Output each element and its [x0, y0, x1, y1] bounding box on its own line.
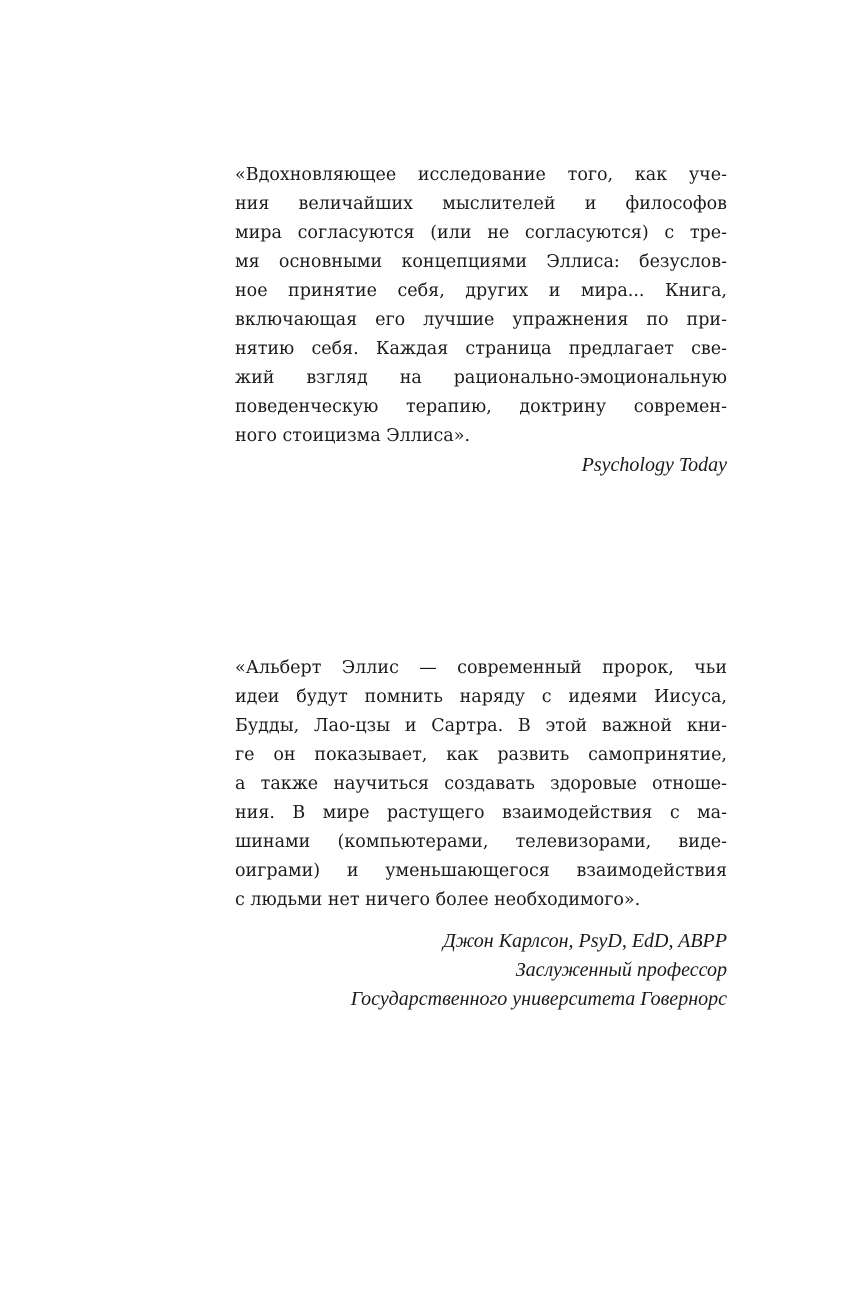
quote-line: а также научиться создавать здоровые отноше-	[235, 774, 727, 794]
quote-line: мира согласуются (или не согласуются) с тре-	[235, 223, 727, 243]
quote-line: идеи будут помнить наряду с идеями Иисуса,	[235, 687, 727, 707]
quote-line: «Вдохновляющее исследование того, как уче-	[235, 165, 727, 185]
quote-line: оиграми) и уменьшающегося взаимодействия	[235, 861, 727, 881]
quote-line: Будды, Лао-цзы и Сартра. В этой важной кни-	[235, 716, 727, 736]
quote-attribution-institution: Государственного университета Говернорс	[350, 988, 727, 1010]
quote-attribution: Psychology Today	[581, 454, 727, 476]
quote-line: ного стоицизма Эллиса».	[235, 426, 471, 446]
quote-attribution-name: Джон Карлсон, PsyD, EdD, ABPP	[442, 930, 727, 952]
quote-line: шинами (компьютерами, телевизорами, виде-	[235, 832, 727, 852]
quote-line: нятию себя. Каждая страница предлагает све-	[235, 339, 727, 359]
quote-line: жий взгляд на рационально-эмоциональную	[235, 368, 727, 388]
quote-line: включающая его лучшие упражнения по при-	[235, 310, 727, 330]
quote-psychology-today	[235, 161, 727, 480]
quote-line: ния. В мире растущего взаимодействия с ма-	[235, 803, 727, 823]
quote-line: «Альберт Эллис — современный пророк, чьи	[235, 658, 727, 678]
quote-carlson	[235, 654, 727, 1014]
quote-attribution-title: Заслуженный профессор	[515, 959, 727, 981]
quote-line: ния величайших мыслителей и философов	[235, 194, 727, 214]
quote-line: ге он показывает, как развить самопринятие,	[235, 745, 727, 765]
quote-line: ное принятие себя, других и мира... Книга,	[235, 281, 727, 301]
quote-line: мя основными концепциями Эллиса: безуслов-	[235, 252, 727, 272]
quote-line: с людьми нет ничего более необходимого».	[235, 890, 641, 910]
quote-line: поведенческую терапию, доктрину современ-	[235, 397, 727, 417]
